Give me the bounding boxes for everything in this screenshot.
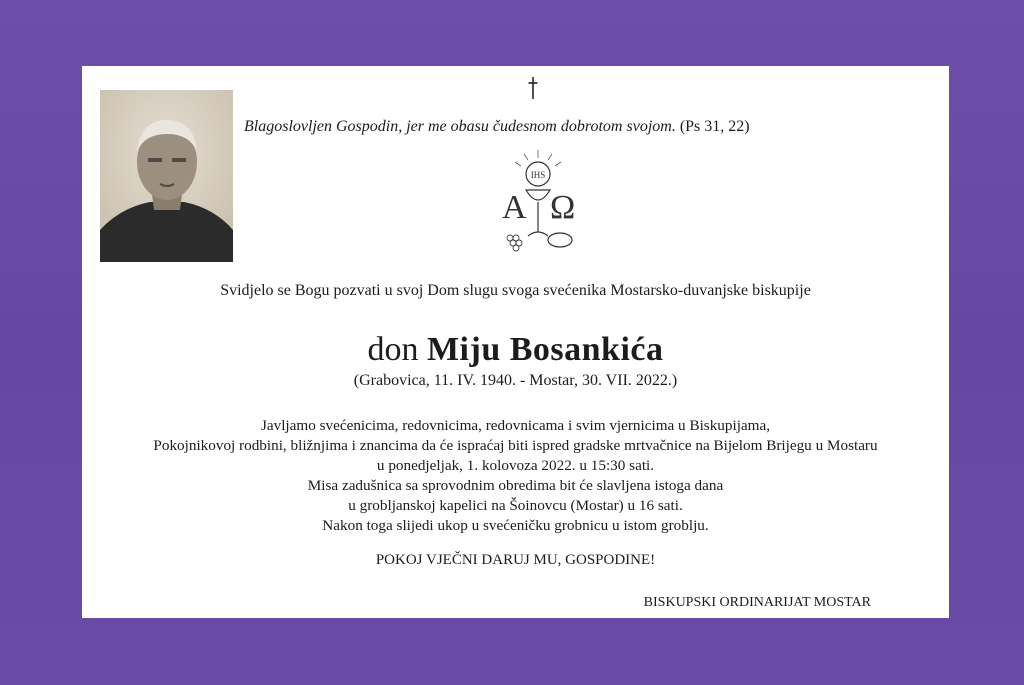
notice-line: Pokojnikovoj rodbini, bližnjima i znancima da će ispraćaj biti ispred gradske mrtvačnice na Bijelom Brijegu u Mostaru	[153, 437, 878, 454]
closing-prayer: POKOJ VJEČNI DARUJ MU, GOSPODINE!	[375, 552, 656, 568]
name-prefix: don	[367, 331, 419, 368]
portrait-photo	[100, 90, 233, 262]
name-main: Miju Bosankića	[426, 331, 664, 368]
life-dates: (Grabovica, 11. IV. 1940. - Mostar, 30. VII. 2022.)	[353, 372, 678, 389]
alpha-omega-chalice-icon	[488, 148, 588, 252]
cross-icon	[527, 76, 539, 100]
announcement-line: Svidjelo se Bogu pozvati u svoj Dom slugu svoga svećenika Mostarsko-duvanjske biskupije	[220, 282, 811, 299]
quote-reference: (Ps 31, 22)	[679, 118, 750, 135]
ihs-text: IHS	[530, 170, 546, 180]
notice-line: u ponedjeljak, 1. kolovoza 2022. u 15:30 sati.	[376, 457, 655, 474]
funeral-notice	[82, 416, 949, 536]
notice-line: Misa zadušnica sa sprovodnim obredima bit će slavljena istoga dana	[307, 477, 724, 494]
psalm-quote	[244, 118, 864, 136]
notice-line: Nakon toga slijedi ukop u svećeničku grobnicu u istom groblju.	[322, 517, 709, 534]
notice-line: u grobljanskoj kapelici na Šoinovcu (Mostar) u 16 sati.	[348, 497, 683, 514]
deceased-name	[82, 330, 949, 370]
svg-text:A: A	[502, 189, 527, 226]
notice-line: Javljamo svećenicima, redovnicima, redovnicama i svim vjernicima u Biskupijama,	[260, 417, 771, 434]
quote-text: Blagoslovljen Gospodin, jer me obasu čudesnom dobrotom svojom.	[244, 118, 676, 135]
svg-text:Ω: Ω	[550, 189, 576, 226]
obituary-card	[82, 66, 949, 618]
signature: BISKUPSKI ORDINARIJAT MOSTAR	[643, 595, 871, 610]
